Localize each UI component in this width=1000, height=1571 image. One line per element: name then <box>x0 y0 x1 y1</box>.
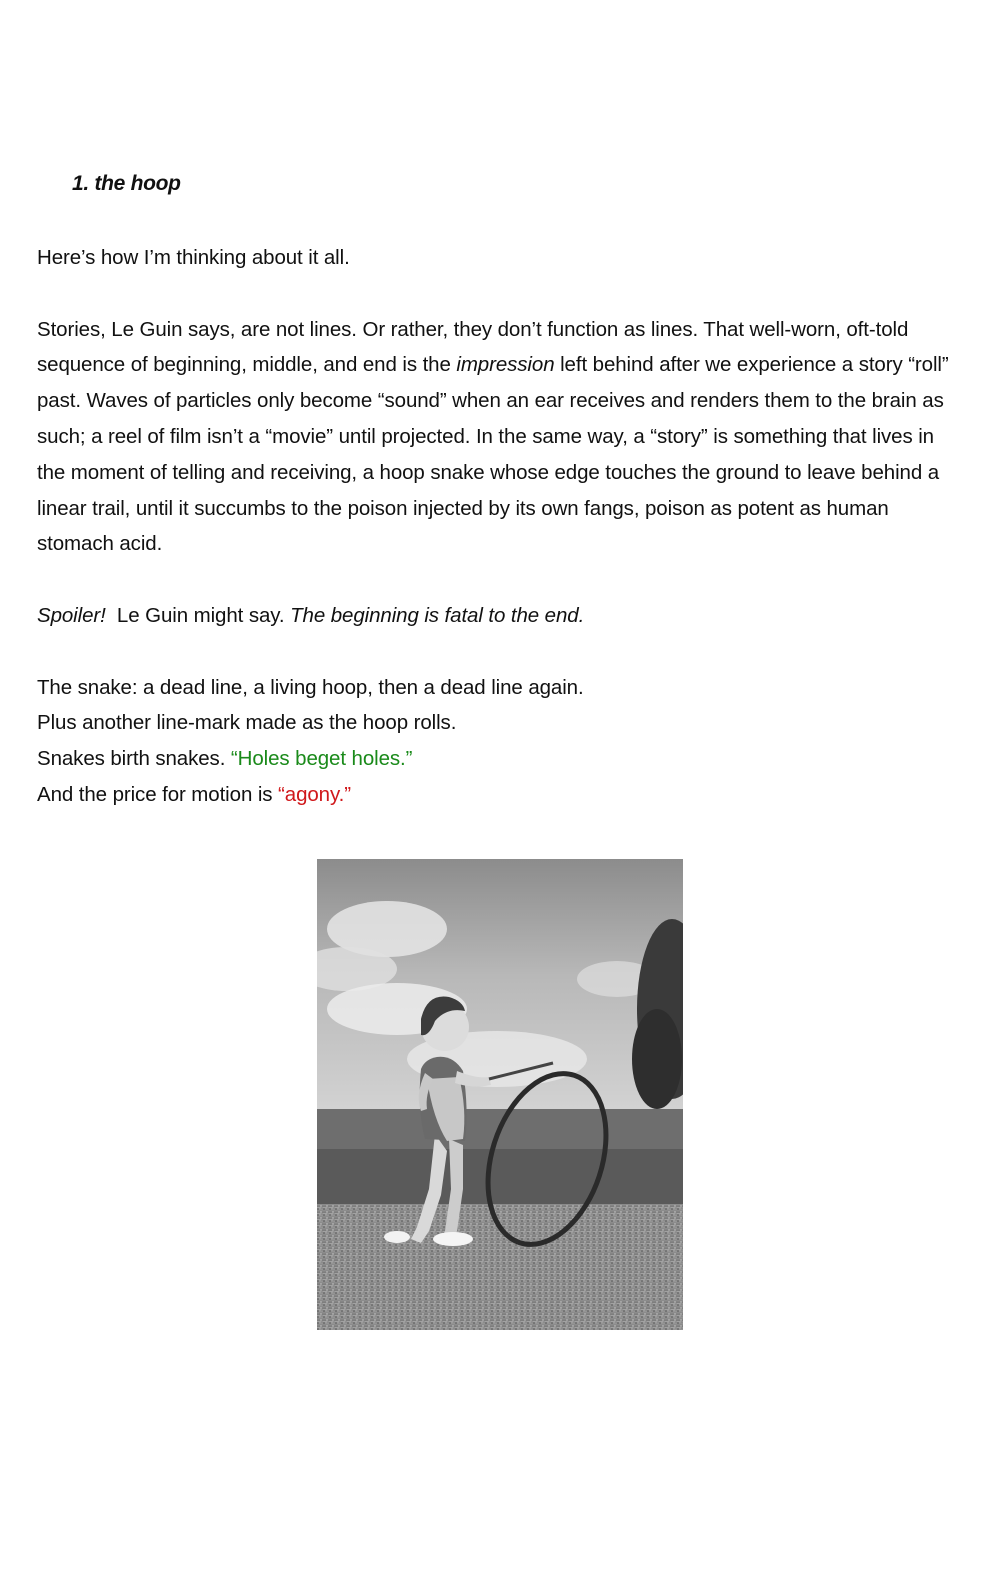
stories-text-b: left behind after we experience a story “roll” past. Waves of particles only become “sound” when an ear receives and renders them to the brain as such; a reel of film isn’t a “movie” until projected. In the same way, a “story” is something that lives in the moment of telling and receiving, a hoop snake whose edge touches the ground to leave behind a linear trail, until it succumbs to the poison injected by its own fangs, poison as potent as human stomach acid. <box>37 353 949 556</box>
verse-paragraph <box>37 670 967 813</box>
verse-line-1: The snake: a dead line, a living hoop, then a dead line again. <box>37 675 584 699</box>
verse-line-4-text: And the price for motion is <box>37 782 279 806</box>
stories-text-a: Stories, Le Guin says, are not lines. Or rather, they don’t function as lines. That well-worn, oft-told sequence of beginning, middle, and end is the <box>37 317 909 377</box>
intro-paragraph <box>37 240 967 276</box>
spoiler-paragraph <box>37 598 967 634</box>
photo-girl-rolling-hoop-icon <box>317 859 683 1330</box>
stories-paragraph <box>37 312 967 563</box>
section-heading: 1. the hoop <box>72 172 181 195</box>
verse-line-3-text: Snakes birth snakes. <box>37 747 231 771</box>
holes-beget-holes-link[interactable]: “Holes beget holes.” <box>230 747 413 771</box>
hoop-photo <box>317 859 683 1330</box>
spoiler-text: Le Guin might say. <box>105 603 291 627</box>
fatal-emphasis: The beginning is fatal to the end. <box>290 603 585 627</box>
agony-link[interactable]: “agony.” <box>278 782 351 806</box>
verse-line-2: Plus another line-mark made as the hoop rolls. <box>37 711 457 735</box>
spoiler-emphasis: Spoiler! <box>37 603 106 627</box>
article-body <box>37 240 967 813</box>
intro-text: Here’s how I’m thinking about it all. <box>37 246 350 269</box>
impression-emphasis: impression <box>456 353 555 377</box>
